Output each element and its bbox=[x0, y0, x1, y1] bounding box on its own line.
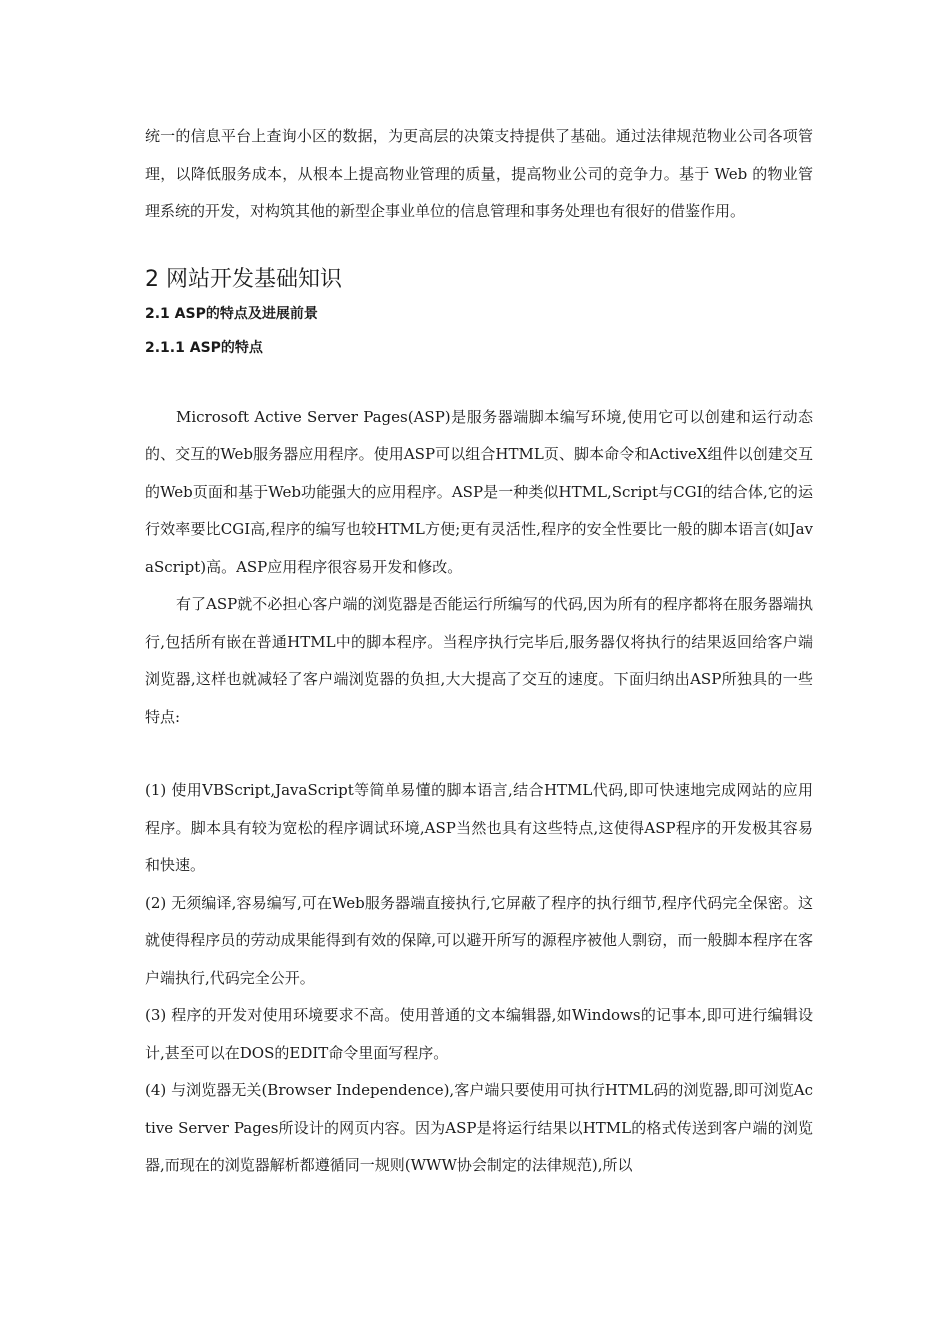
feature-item-3: (3) 程序的开发对使用环境要求不高。使用普通的文本编辑器,如Windows的记事本,即可进行编辑设计,甚至可以在DOS的EDIT命令里面写程序。 bbox=[145, 1006, 813, 1062]
subsection-title: 2.1 ASP的特点及进展前景 bbox=[145, 305, 318, 322]
feature-item-4: (4) 与浏览器无关(Browser Independence),客户端只要使用可执行HTML码的浏览器,即可浏览Active Server Pages所设计的网页内容。因为ASP是将运行结果以HTML的格式传送到客户端的浏览器,而现在的浏览器解析都遵循同一规则(WWW协会制定的法律规范),所以 bbox=[145, 1081, 813, 1174]
spacer bbox=[145, 736, 813, 772]
document-page bbox=[145, 118, 813, 1185]
feature-item-2: (2) 无须编译,容易编写,可在Web服务器端直接执行,它屏蔽了程序的执行细节,程序代码完全保密。这就使得程序员的劳动成果能得到有效的保障,可以避开所写的源程序被他人剽窃，而一般脚本程序在客户端执行,代码完全公开。 bbox=[145, 893, 813, 987]
feature-item-1: (1) 使用VBScript,JavaScript等简单易懂的脚本语言,结合HTML代码,即可快速地完成网站的应用程序。脚本具有较为宽松的程序调试环境,ASP当然也具有这些特点,这使得ASP程序的开发极其容易和快速。 bbox=[145, 781, 813, 874]
section-title: 2 网站开发基础知识 bbox=[145, 266, 342, 292]
body-paragraph-2: 有了ASP就不必担心客户端的浏览器是否能运行所编写的代码,因为所有的程序都将在服务器端执行,包括所有嵌在普通HTML中的脚本程序。当程序执行完毕后,服务器仅将执行的结果返回给客户端浏览器,这样也就减轻了客户端浏览器的负担,大大提高了交互的速度。下面归纳出ASP所独具的一些特点: bbox=[145, 595, 813, 726]
intro-paragraph: 统一的信息平台上查询小区的数据，为更高层的决策支持提供了基础。通过法律规范物业公司各项管理，以降低服务成本，从根本上提高物业管理的质量，提高物业公司的竞争力。基于 Web 的物业管理系统的开发，对构筑其他的新型企事业单位的信息管理和事务处理也有很好的借鉴作用。 bbox=[145, 127, 813, 220]
spacer bbox=[145, 365, 813, 399]
subsubsection-title: 2.1.1 ASP的特点 bbox=[145, 339, 263, 356]
body-paragraph-1: Microsoft Active Server Pages(ASP)是服务器端脚本编写环境,使用它可以创建和运行动态的、交互的Web服务器应用程序。使用ASP可以组合HTML页、脚本命令和ActiveX组件以创建交互的Web页面和基于Web功能强大的应用程序。ASP是一种类似HTML,Script与CGI的结合体,它的运行效率要比CGI高,程序的编写也较HTML方便;更有灵活性,程序的安全性要比一般的脚本语言(如JavaScript)高。ASP应用程序很容易开发和修改。 bbox=[145, 407, 813, 576]
